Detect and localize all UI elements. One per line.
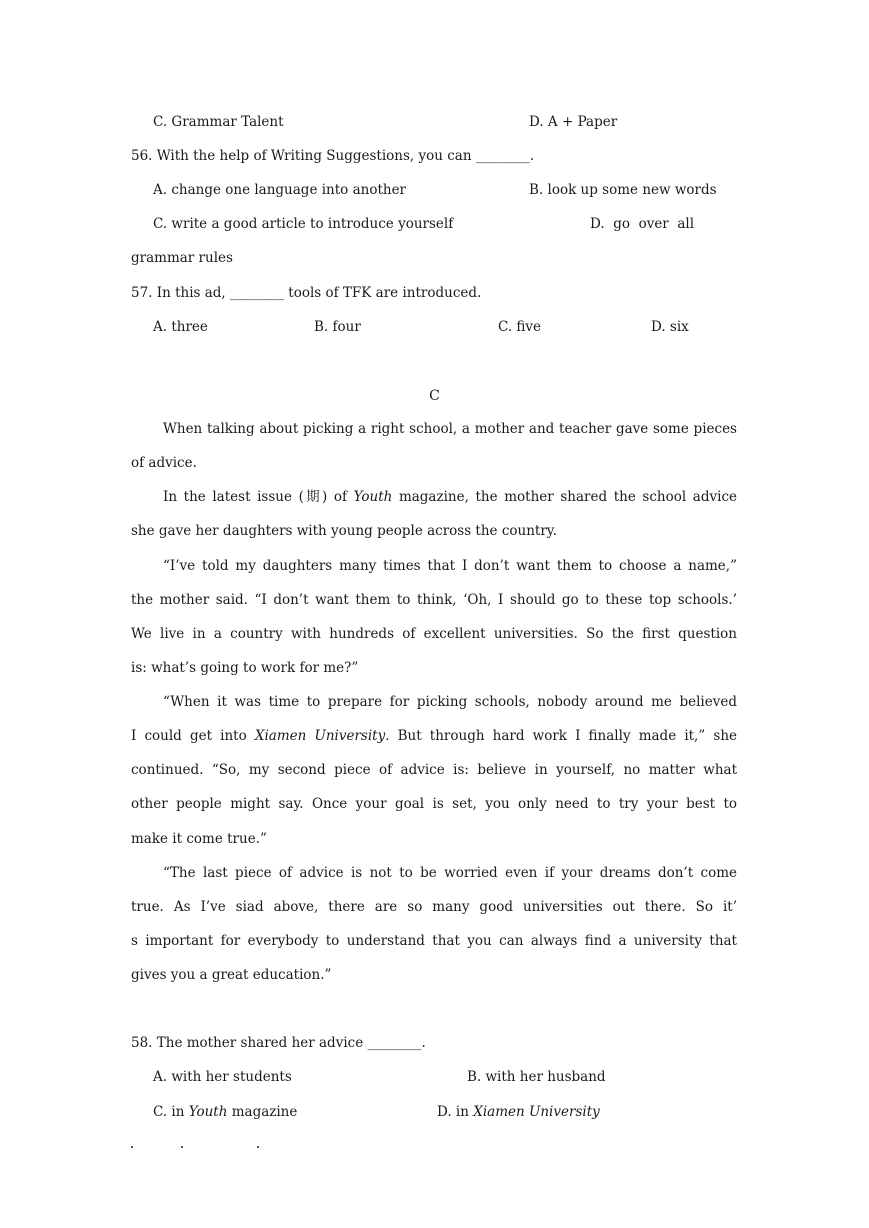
q56-option-d-continued: grammar rules — [131, 250, 233, 266]
paragraph-4-line-5: make it come true.” — [131, 831, 267, 847]
paragraph-5-line-3: s important for everybody to understand that you can always find a university that — [131, 933, 737, 949]
paragraph-5-line-1: “The last piece of advice is not to be worried even if your dreams don’t come — [163, 865, 737, 881]
q56-option-d: D. go over all — [590, 216, 695, 232]
paragraph-4-line-3: continued. “So, my second piece of advice is: believe in yourself, no matter what — [131, 762, 737, 778]
paragraph-4-line-1: “When it was time to prepare for picking schools, nobody around me believed — [163, 694, 737, 710]
q56-option-c: C. write a good article to introduce yourself — [153, 216, 454, 232]
q56-option-a: A. change one language into another — [153, 182, 407, 198]
q56-option-b: B. look up some new words — [529, 182, 717, 198]
paragraph-5-line-4: gives you a great education.” — [131, 967, 332, 983]
university-name: Xiamen University — [254, 728, 386, 744]
paragraph-2-line-2: she gave her daughters with young people across the country. — [131, 523, 557, 539]
paragraph-4-line-4: other people might say. Once your goal is set, you only need to try your best to — [131, 796, 737, 812]
q57-option-a: A. three — [153, 319, 208, 335]
q58-option-c: C. in Youth magazine — [153, 1104, 298, 1120]
q55-option-c: C. Grammar Talent — [153, 114, 284, 130]
paragraph-2-line-1: In the latest issue (期) of Youth magazine, the mother shared the school advice — [163, 489, 737, 505]
paragraph-3-line-2: the mother said. “I don’t want them to think, ‘Oh, I should go to these top schools.’ — [131, 592, 737, 608]
q58-option-b: B. with her husband — [467, 1069, 606, 1085]
paragraph-5-line-2: true. As I’ve siad above, there are so many good universities out there. So it’ — [131, 899, 737, 915]
cut-mark-dot — [131, 1146, 133, 1148]
section-heading: C — [429, 388, 440, 404]
cut-mark-dot — [257, 1146, 259, 1148]
q56-stem: 56. With the help of Writing Suggestions, you can ________. — [131, 148, 535, 164]
q57-option-b: B. four — [314, 319, 361, 335]
page-cut-marks — [131, 1146, 271, 1152]
paragraph-1-line-1: When talking about picking a right school, a mother and teacher gave some pieces — [163, 421, 737, 437]
q55-option-d: D. A + Paper — [529, 114, 618, 130]
paragraph-3-line-3: We live in a country with hundreds of excellent universities. So the first question — [131, 626, 737, 642]
paragraph-3-line-4: is: what’s going to work for me?” — [131, 660, 359, 676]
q58-option-d: D. in Xiamen University — [437, 1104, 600, 1120]
cut-mark-dot — [181, 1146, 183, 1148]
q57-stem: 57. In this ad, ________ tools of TFK are introduced. — [131, 285, 482, 301]
paragraph-4-line-2: I could get into Xiamen University. But through hard work I finally made it,” she — [131, 728, 737, 744]
q58-stem: 58. The mother shared her advice ________. — [131, 1035, 426, 1051]
magazine-title: Youth — [353, 489, 393, 505]
paragraph-1-line-2: of advice. — [131, 455, 197, 471]
q57-option-c: C. five — [498, 319, 542, 335]
q58-option-a: A. with her students — [153, 1069, 292, 1085]
paragraph-3-line-1: “I’ve told my daughters many times that I don’t want them to choose a name,” — [163, 558, 737, 574]
q57-option-d: D. six — [651, 319, 689, 335]
